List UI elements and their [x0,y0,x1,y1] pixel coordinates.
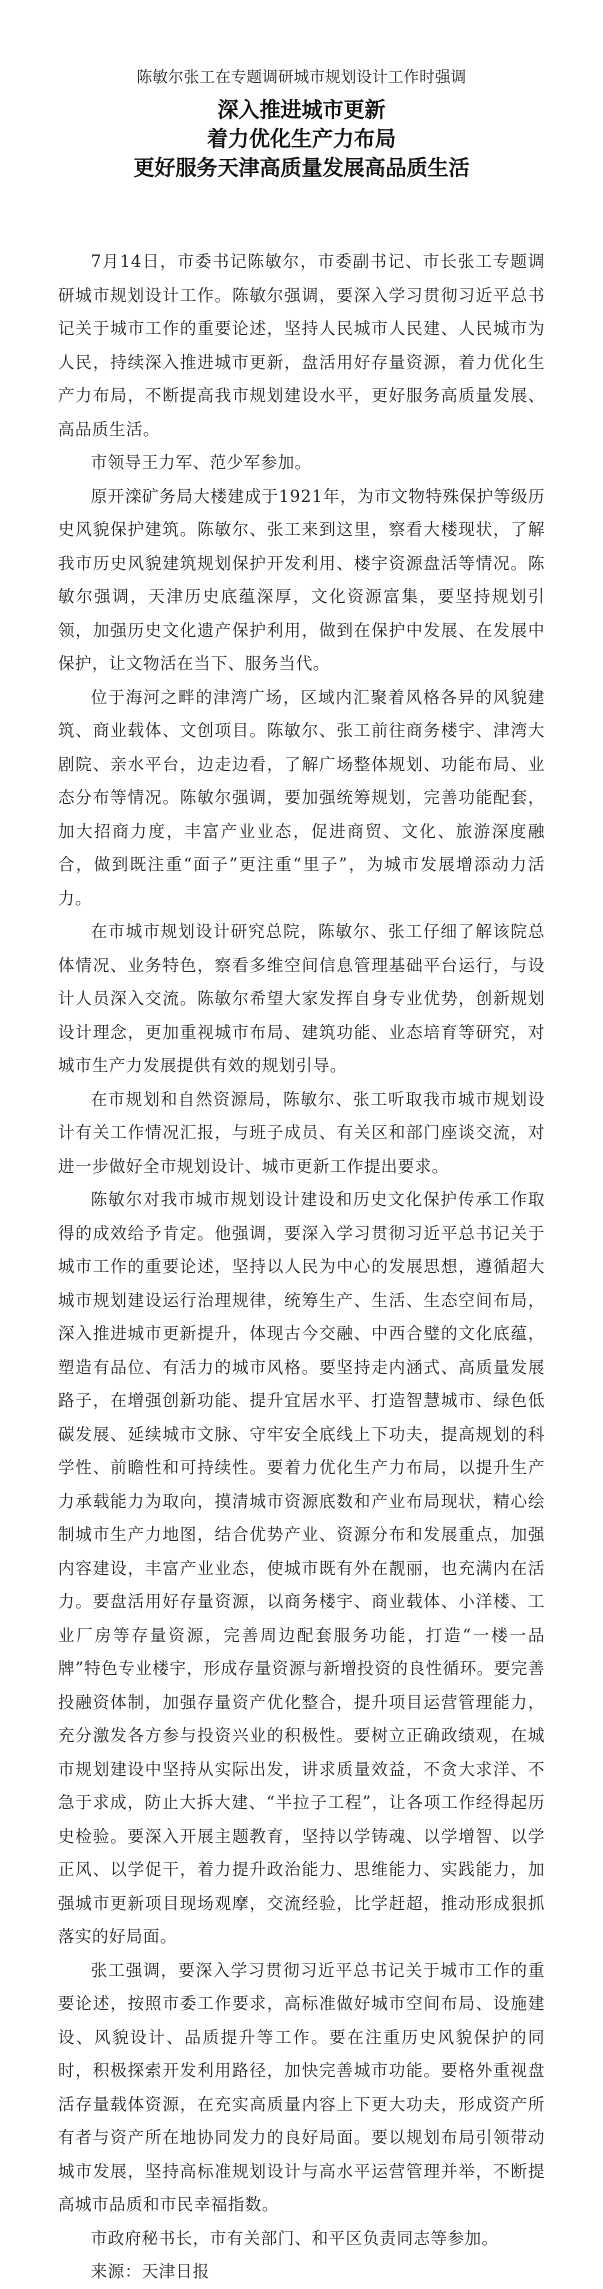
article-kicker: 陈敏尔张工在专题调研城市规划设计工作时强调 [136,68,467,86]
article-header [58,66,545,183]
article-headline-line-2: 着力优化生产力布局 [207,127,396,151]
article-paragraph: 原开滦矿务局大楼建成于1921年，为市文物特殊保护等级历史风貌保护建筑。陈敏尔、张工来到这里，察看大楼现状，了解我市历史风貌建筑规划保护开发利用、楼宇资源盘活等情况。陈敏尔强调，天津历史底蕴深厚，文化资源富集，要坚持规划引领，加强历史文化遗产保护利用，做到在保护中发展、在发展中保护，让文物活在当下、服务当代。 [58,486,545,673]
article-paragraph: 在市城市规划设计研究总院，陈敏尔、张工仔细了解该院总体情况、业务特色，察看多维空间信息管理基础平台运行，与设计人员深入交流。陈敏尔希望大家发挥自身专业优势，创新规划设计理念，更加重视城市布局、建筑功能、业态培育等研究，对城市生产力发展提供有效的规划引导。 [58,922,545,1075]
article-headline-line-3: 更好服务天津高质量发展高品质生活 [133,156,470,180]
article-paragraph: 市领导王力军、范少军参加。 [90,453,312,472]
article-headline-line-1: 深入推进城市更新 [217,98,386,122]
article-body [58,245,545,2289]
article-paragraph: 位于海河之畔的津湾广场，区域内汇聚着风格各异的风貌建筑、商业载体、文创项目。陈敏尔、张工前往商务楼宇、津湾大剧院、亲水平台，边走边看，了解广场整体规划、功能布局、业态分布等情况。陈敏尔强调，要加强统筹规划，完善功能配套，加大招商力度，丰富产业业态，促进商贸、文化、旅游深度融合，做到既注重“面子”更注重“里子”，为城市发展增添动力活力。 [58,687,545,908]
article-paragraph: 陈敏尔对我市城市规划设计建设和历史文化保护传承工作取得的成效给予肯定。他强调，要深入学习贯彻习近平总书记关于城市工作的重要论述，坚持以人民为中心的发展思想，遵循超大城市规划建设运行治理规律，统筹生产、生活、生态空间布局，深入推进城市更新提升，体现古今交融、中西合璧的文化底蕴，塑造有品位、有活力的城市风格。要坚持走内涵式、高质量发展路子，在增强创新功能、提升宜居水平、打造智慧城市、绿色低碳发展、延续城市文脉、守牢安全底线上下功夫，提高规划的科学性、前瞻性和可持续性。要着力优化生产力布局，以提升生产力承载能力为取向，摸清城市资源底数和产业布局现状，精心绘制城市生产力地图，结合优势产业、资源分布和发展重点，加强内容建设，丰富产业业态，使城市既有外在靓丽，也充满内在活力。要盘活用好存量资源，以商务楼宇、商业载体、小洋楼、工业厂房等存量资源，完善周边配套服务功能，打造“一楼一品牌”特色专业楼宇，形成存量资源与新增投资的良性循环。要完善投融资体制，加强存量资产优化整合，提升项目运营管理能力，充分激发各方参与投资兴业的积极性。要树立正确政绩观，在城市规划建设中坚持从实际出发，讲求质量效益，不贪大求洋、不急于求成，防止大拆大建、“半拉子工程”，让各项工作经得起历史检验。要深入开展主题教育，坚持以学铸魂、以学增智、以学正风、以学促干，着力提升政治能力、思维能力、实践能力，加强城市更新项目现场观摩，交流经验，比学赶超，推动形成狠抓落实的好局面。 [58,1190,545,1946]
article-paragraph: 张工强调，要深入学习贯彻习近平总书记关于城市工作的重要论述，按照市委工作要求，高标准做好城市空间布局、设施建设、风貌设计、品质提升等工作。要在注重历史风貌保护的同时，积极探索开发利用路径，加快完善城市功能。要格外重视盘活存量载体资源，在充实高质量内容上下更大功夫，形成资产所有者与资产所在地协同发力的良好局面。要以规划布局引领带动城市发展，坚持高标准规划设计与高水平运营管理并举，不断提高城市品质和市民幸福指数。 [58,1960,545,2214]
article-paragraph: 市政府秘书长，市有关部门、和平区负责同志等参加。 [90,2228,499,2248]
article-source: 来源：天津日报 [90,2262,210,2281]
article-paragraph: 7月14日，市委书记陈敏尔，市委副书记、市长张工专题调研城市规划设计工作。陈敏尔强调，要深入学习贯彻习近平总书记关于城市工作的重要论述，坚持人民城市人民建、人民城市为人民，持续深入推进城市更新，盘活用好存量资源，着力优化生产力布局，不断提高我市规划建设水平，更好服务高质量发展、高品质生活。 [58,252,545,439]
article-paragraph: 在市规划和自然资源局，陈敏尔、张工听取我市城市规划设计有关工作情况汇报，与班子成员、有关区和部门座谈交流，对进一步做好全市规划设计、城市更新工作提出要求。 [58,1089,545,1176]
